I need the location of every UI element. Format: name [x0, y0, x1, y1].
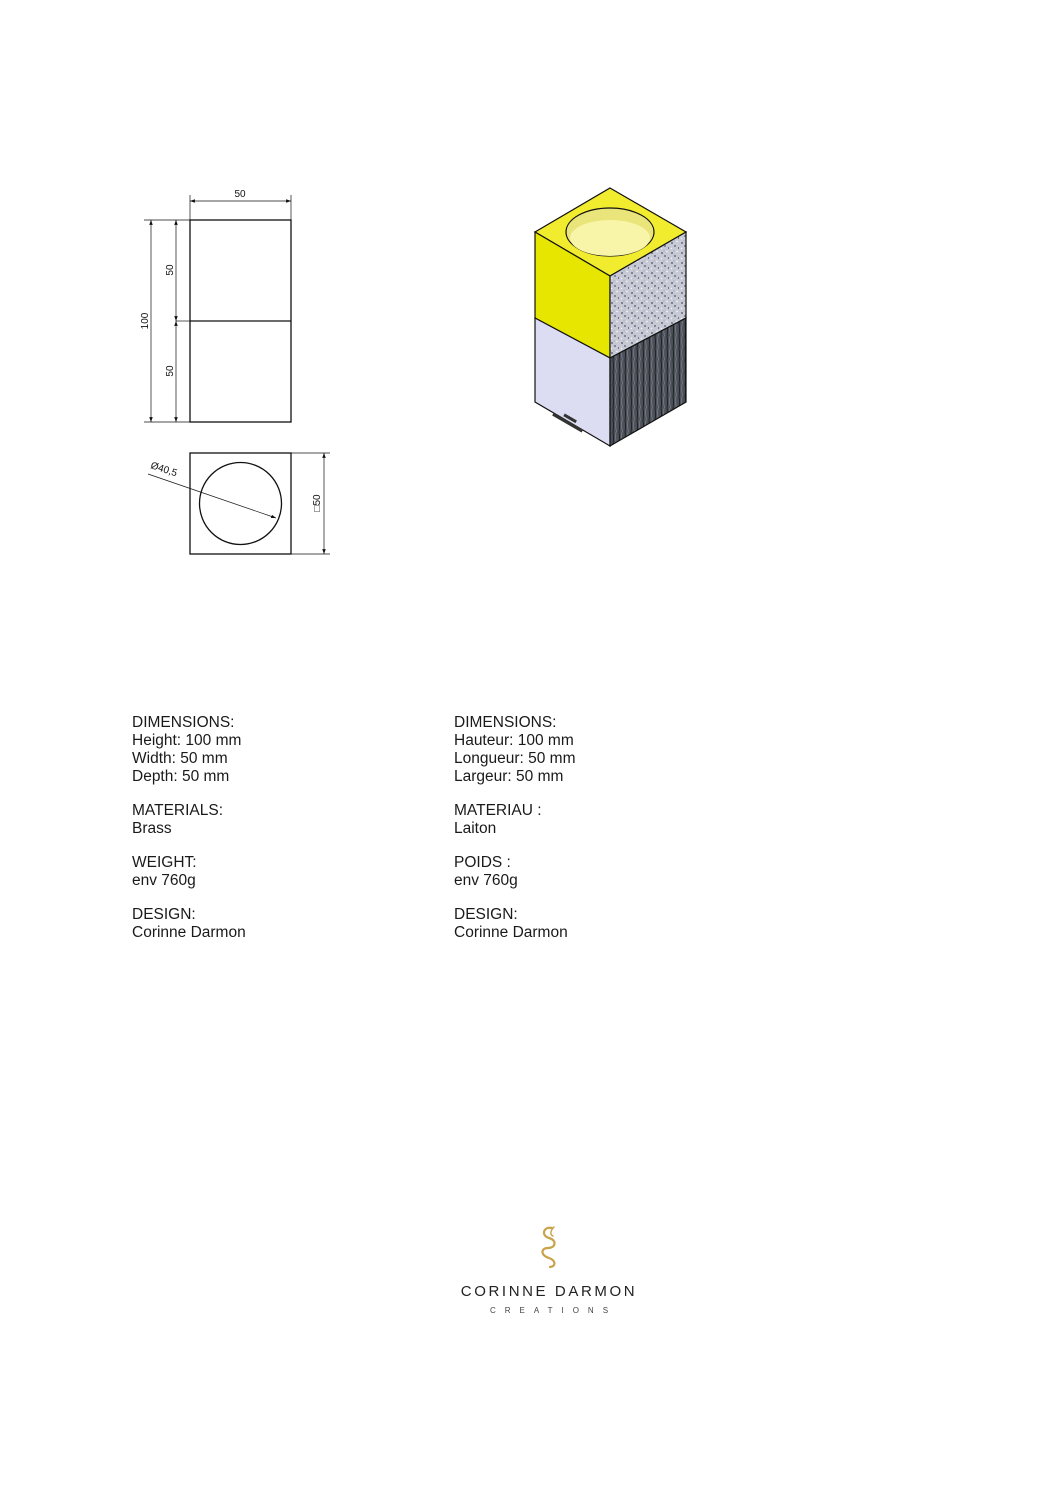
side-dim-label: □50 [312, 494, 323, 512]
design-value: Corinne Darmon [454, 924, 568, 941]
spec-materials-fr [454, 802, 754, 838]
spec-weight-en [132, 854, 432, 890]
weight-label: WEIGHT: [132, 854, 197, 871]
height-value: Height: 100 mm [132, 732, 242, 749]
weight-value: env 760g [454, 872, 518, 889]
total-height-dim-label: 100 [140, 312, 151, 330]
materials-label: MATERIAU : [454, 802, 542, 819]
technical-drawing [0, 0, 1058, 600]
materials-label: MATERIALS: [132, 802, 224, 819]
height-value: Hauteur: 100 mm [454, 732, 574, 749]
upper-height-dim-label: 50 [165, 264, 176, 276]
spec-design-en [132, 906, 432, 942]
lower-height-dim-label: 50 [165, 365, 176, 377]
design-label: DESIGN: [132, 906, 196, 923]
specs-french [454, 714, 754, 958]
brand-logo [429, 1222, 669, 1315]
depth-value: Depth: 50 mm [132, 768, 230, 785]
brand-subtitle: CREATIONS [489, 1306, 618, 1315]
top-view [148, 453, 330, 554]
weight-label: POIDS : [454, 854, 511, 871]
width-value: Largeur: 50 mm [454, 768, 564, 785]
diameter-label: Ø40,5 [149, 460, 179, 480]
top-bore-circle [200, 463, 282, 545]
width-dim-label: 50 [234, 189, 246, 200]
design-value: Corinne Darmon [132, 924, 246, 941]
materials-value: Laiton [454, 820, 497, 837]
specs-english [132, 714, 432, 958]
spec-materials-en [132, 802, 432, 838]
spec-dimensions-fr [454, 714, 754, 786]
dimensions-label: DIMENSIONS: [454, 714, 557, 731]
diameter-leader [148, 474, 276, 518]
dimensions-label: DIMENSIONS: [132, 714, 235, 731]
materials-value: Brass [132, 820, 172, 837]
width-value: Width: 50 mm [132, 750, 228, 767]
product-render [535, 188, 686, 446]
brand-monogram-icon [529, 1222, 569, 1270]
brand-name: CORINNE DARMON [460, 1283, 638, 1300]
weight-value: env 760g [132, 872, 196, 889]
spec-dimensions-en [132, 714, 432, 786]
spec-design-fr [454, 906, 754, 942]
design-label: DESIGN: [454, 906, 518, 923]
front-view [140, 189, 291, 422]
length-value: Longueur: 50 mm [454, 750, 576, 767]
spec-weight-fr [454, 854, 754, 890]
top-outline [190, 453, 291, 554]
